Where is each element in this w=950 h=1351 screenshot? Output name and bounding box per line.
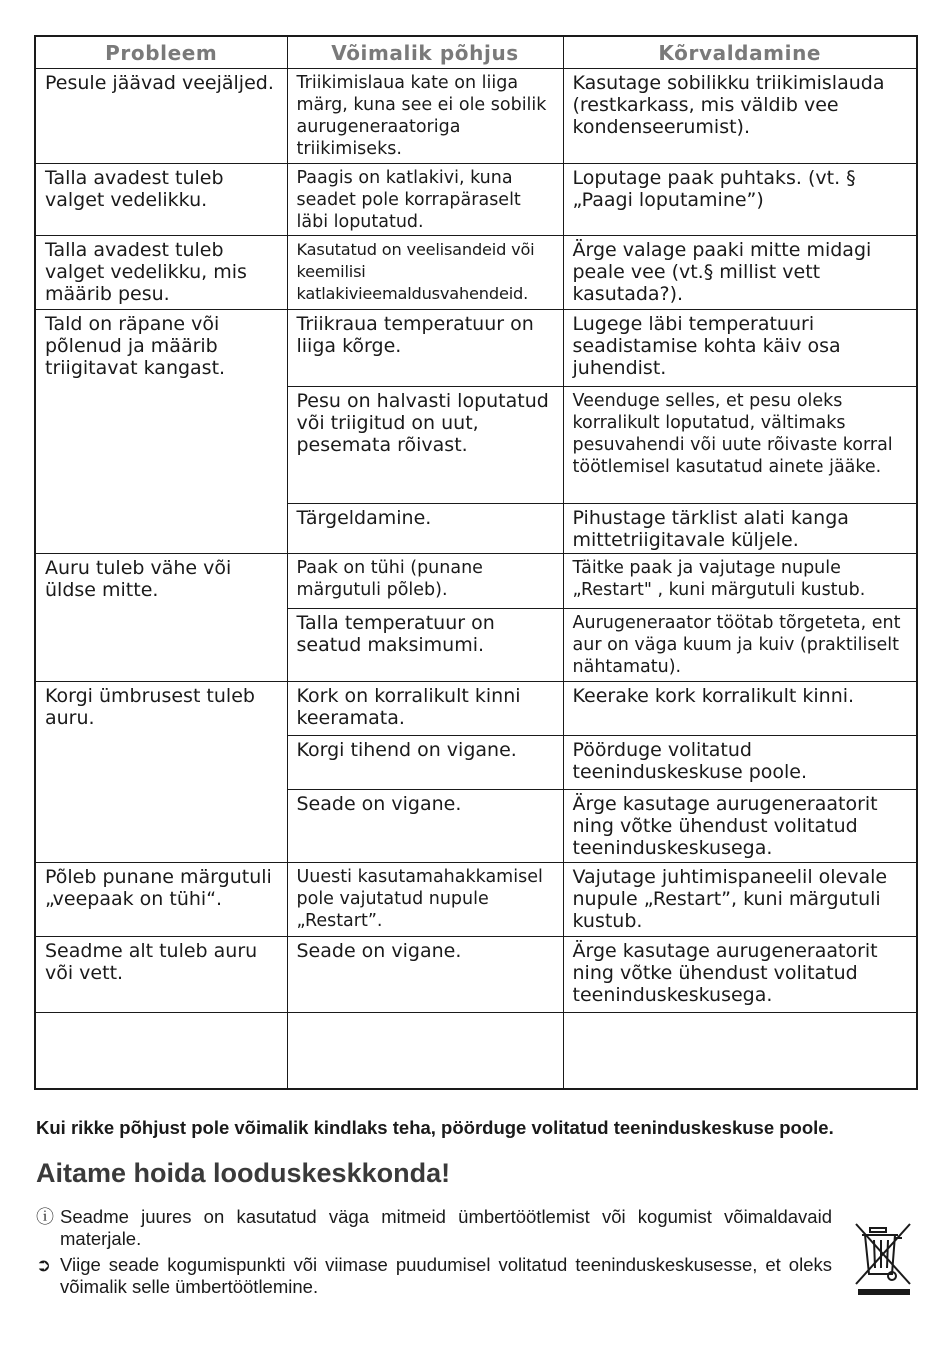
fix-cell: Ärge valage paaki mitte midagi peale vee (vt.§ millist vett kasutada?).: [563, 236, 917, 310]
info-icon: ⓘ: [36, 1207, 54, 1227]
cause-cell: Pesu on halvasti loputatud või triigitud on uut, pesemata rõivast.: [287, 387, 563, 504]
cause-cell: Talla temperatuur on seatud maksimumi.: [287, 609, 563, 682]
problem-cell: Talla avadest tuleb valget vedelikku.: [35, 164, 287, 236]
table-row: [35, 69, 917, 164]
header-cause: Võimalik põhjus: [287, 36, 563, 69]
list-item: [36, 1206, 832, 1250]
table-row: [35, 236, 917, 310]
cause-cell: Korgi tihend on vigane.: [287, 736, 563, 790]
fix-cell: Vajutage juhtimispaneelil olevale nupule „Restart”, kuni märgutuli kustub.: [563, 863, 917, 937]
arrow-right-icon: ➲: [36, 1255, 52, 1275]
cause-cell: Kork on korralikult kinni keeramata.: [287, 682, 563, 736]
environment-heading: Aitame hoida looduskeskkonda!: [36, 1158, 451, 1188]
fix-cell: Pihustage tärklist alati kanga mittetriigitavale küljele.: [563, 504, 917, 554]
problem-cell: Põleb punane märgutuli „veepaak on tühi“.: [35, 863, 287, 937]
cause-cell: Seade on vigane.: [287, 790, 563, 863]
crossed-out-wheelie-bin-icon: [852, 1218, 916, 1298]
problem-cell: Tald on räpane või põlenud ja määrib triigitavat kangast.: [35, 310, 287, 554]
table-row: [35, 863, 917, 937]
cause-cell: Seade on vigane.: [287, 937, 563, 1013]
fix-cell: Keerake kork korralikult kinni.: [563, 682, 917, 736]
cause-cell: Paak on tühi (punane märgutuli põleb).: [287, 554, 563, 609]
cause-cell: Kasutatud on veelisandeid või keemilisi katlakivieemaldusvahendeid.: [287, 236, 563, 310]
table-header-row: [35, 36, 917, 69]
table-row: [35, 937, 917, 1013]
problem-cell: Seadme alt tuleb auru või vett.: [35, 937, 287, 1013]
table-row: [35, 164, 917, 236]
problem-cell: Korgi ümbrusest tuleb auru.: [35, 682, 287, 863]
fix-cell: Pöörduge volitatud teeninduskeskuse poole.: [563, 736, 917, 790]
empty-cell: [563, 1013, 917, 1089]
cause-cell: Triikraua temperatuur on liiga kõrge.: [287, 310, 563, 387]
fix-cell: Kasutage sobilikku triikimislauda (restkarkass, mis väldib vee kondenseerumist).: [563, 69, 917, 164]
cause-cell: Paagis on katlakivi, kuna seadet pole korrapäraselt läbi loputatud.: [287, 164, 563, 236]
table-row: [35, 682, 917, 736]
empty-cell: [35, 1013, 287, 1089]
list-item: [36, 1254, 832, 1298]
table-row: [35, 310, 917, 387]
header-problem: Probleem: [35, 36, 287, 69]
fix-cell: Lugege läbi temperatuuri seadistamise kohta käiv osa juhendist.: [563, 310, 917, 387]
problem-cell: Talla avadest tuleb valget vedelikku, mis määrib pesu.: [35, 236, 287, 310]
fix-cell: Aurugeneraator töötab tõrgeteta, ent aur on väga kuum ja kuiv (praktiliselt nähtamatu).: [563, 609, 917, 682]
fix-cell: Loputage paak puhtaks. (vt. § „Paagi loputamine”): [563, 164, 917, 236]
cause-cell: Uuesti kasutamahakkamisel pole vajutatud nupule „Restart”.: [287, 863, 563, 937]
service-note: Kui rikke põhjust pole võimalik kindlaks teha, pöörduge volitatud teeninduskeskuse poole.: [36, 1117, 834, 1138]
cause-cell: Tärgeldamine.: [287, 504, 563, 554]
fix-cell: Täitke paak ja vajutage nupule „Restart" , kuni märgutuli kustub.: [563, 554, 917, 609]
empty-table-row: [35, 1013, 917, 1089]
fix-cell: Veenduge selles, et pesu oleks korralikult loputatud, vältimaks pesuvahendi või uute rõivaste korral töötlemisel kasutatud ainete jääke.: [563, 387, 917, 504]
bullet-text: Viige seade kogumispunkti või viimase puudumisel volitatud teeninduskeskusesse, et oleks võimalik selle ümbertöötlemine.: [60, 1254, 832, 1297]
empty-cell: [287, 1013, 563, 1089]
table-row: [35, 554, 917, 609]
problem-cell: Pesule jäävad veejäljed.: [35, 69, 287, 164]
troubleshooting-table: [34, 35, 918, 1090]
problem-cell: Auru tuleb vähe või üldse mitte.: [35, 554, 287, 682]
cause-cell: Triikimislaua kate on liiga märg, kuna see ei ole sobilik aurugeneraatoriga triikimiseks.: [287, 69, 563, 164]
bullet-text: Seadme juures on kasutatud väga mitmeid ümbertöötlemist või kogumist võimaldavaid materjale.: [60, 1206, 832, 1249]
header-fix: Kõrvaldamine: [563, 36, 917, 69]
fix-cell: Ärge kasutage aurugeneraatorit ning võtke ühendust volitatud teeninduskeskusega.: [563, 937, 917, 1013]
fix-cell: Ärge kasutage aurugeneraatorit ning võtke ühendust volitatud teeninduskeskusega.: [563, 790, 917, 863]
